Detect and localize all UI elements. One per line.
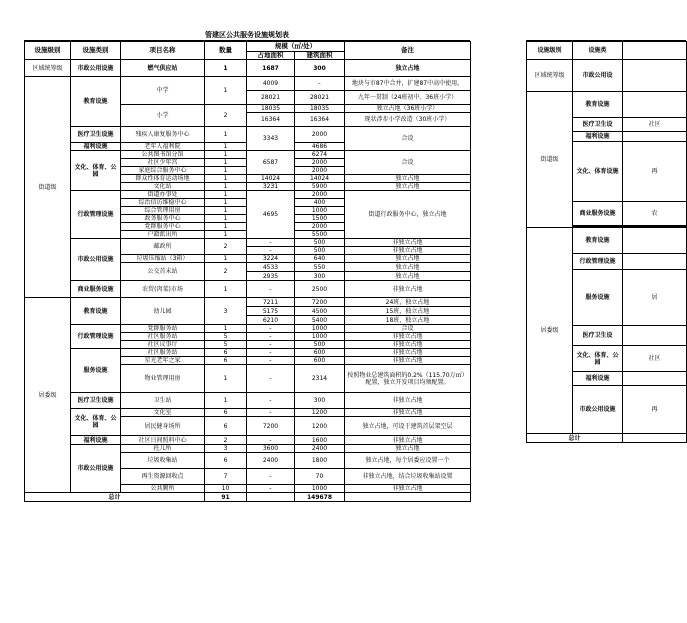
building-cell: 640 <box>295 255 345 263</box>
category-cell: 服务设施 <box>71 349 121 393</box>
category-cell: 文化、体育、公园 <box>71 409 121 436</box>
item-cell: 社区日间照料中心 <box>121 436 205 445</box>
land-cell: 28021 <box>247 91 295 105</box>
building-cell: 1000 <box>295 485 345 493</box>
note-cell: 合设 <box>345 151 471 175</box>
note-cell: 按照物业总建筑面积的0.2%（115.70万㎡）配置，独立开发项目均须配置。 <box>345 365 471 393</box>
secondary-fragment: 再 <box>623 386 687 434</box>
land-cell: - <box>247 409 295 417</box>
building-cell: 2000 <box>295 223 345 231</box>
building-cell: 2000 <box>295 191 345 199</box>
building-cell: 300 <box>295 393 345 409</box>
qty-cell: 1 <box>205 281 247 298</box>
note-cell: 非独立占地 <box>345 409 471 417</box>
secondary-cell <box>623 326 687 346</box>
item-cell: 文化站 <box>121 183 205 191</box>
secondary-table <box>526 41 687 443</box>
qty-cell: 1 <box>205 325 247 333</box>
building-cell: 2000 <box>295 159 345 167</box>
item-cell: 公共厕所 <box>121 485 205 493</box>
category-cell: 行政管理设施 <box>71 191 121 239</box>
building-cell: - <box>295 77 345 91</box>
item-cell: 残疾人康复服务中心 <box>121 127 205 143</box>
item-cell: 星光老年之家 <box>121 357 205 365</box>
land-cell: 2935 <box>247 272 295 281</box>
note-cell: 24班，独立占地 <box>345 298 471 307</box>
item-cell: 老年人福利院 <box>121 143 205 151</box>
qty-cell: 2 <box>205 105 247 127</box>
note-cell: 独立占地 <box>345 272 471 281</box>
category-cell: 商业服务设施 <box>71 281 121 298</box>
land-cell: 1687 <box>247 60 295 77</box>
secondary-cell <box>623 132 687 142</box>
item-cell: 社区服务站 <box>121 333 205 341</box>
qty-cell: 1 <box>205 175 247 183</box>
land-cell: - <box>247 281 295 298</box>
secondary-header-category: 设施类 <box>573 42 623 60</box>
secondary-category: 文化、体育设施 <box>573 142 623 202</box>
qty-cell: 1 <box>205 127 247 143</box>
qty-cell: 1 <box>205 159 247 167</box>
building-cell: 14024 <box>295 175 345 183</box>
secondary-category: 福利设施 <box>573 132 623 142</box>
item-cell: 燃气供应站 <box>121 60 205 77</box>
note-cell: 非独立占地 <box>345 281 471 298</box>
land-cell: 4009 <box>247 77 295 91</box>
secondary-fragment: 社区 <box>623 118 687 132</box>
qty-cell: 1 <box>205 223 247 231</box>
category-cell: 福利设施 <box>71 143 121 151</box>
note-cell: 非独立占地 <box>345 333 471 341</box>
item-cell: 小学 <box>121 105 205 127</box>
category-cell: 医疗卫生设施 <box>71 393 121 409</box>
header-quantity: 数量 <box>205 42 247 60</box>
qty-cell: 1 <box>205 393 247 409</box>
note-cell: 独立占地 <box>345 255 471 263</box>
total-land <box>247 493 295 502</box>
land-cell: - <box>247 357 295 365</box>
total-building: 149678 <box>295 493 345 502</box>
qty-cell: 2 <box>205 239 247 255</box>
land-cell: 2400 <box>247 453 295 469</box>
table-title: 管建区公共服务设施规划表 <box>24 30 470 41</box>
note-cell: 非独立占地 <box>345 485 471 493</box>
item-cell: 社区服务站 <box>121 349 205 357</box>
secondary-sheet <box>526 30 661 443</box>
note-cell: 非独立占地 <box>345 436 471 445</box>
secondary-fragment: 居 <box>623 270 687 326</box>
item-cell: 群众性体育运动场地 <box>121 175 205 183</box>
note-cell: 非独立占地 <box>345 393 471 409</box>
building-cell: 300 <box>295 272 345 281</box>
item-cell: 文化室 <box>121 409 205 417</box>
land-cell: 3343 <box>247 127 295 151</box>
building-cell: 70 <box>295 469 345 485</box>
item-cell: 再生资源回收点 <box>121 469 205 485</box>
building-cell: 2500 <box>295 281 345 298</box>
land-cell: - <box>247 365 295 393</box>
item-cell: 卫生站 <box>121 393 205 409</box>
land-cell: 6210 <box>247 316 295 325</box>
building-cell: 7200 <box>295 298 345 307</box>
building-cell: 600 <box>295 357 345 365</box>
land-cell: - <box>247 485 295 493</box>
qty-cell: 1 <box>205 365 247 393</box>
item-cell: 家庭综合服务中心 <box>121 167 205 175</box>
item-cell: 垃圾压缩站（3箱） <box>121 255 205 263</box>
building-cell: 4500 <box>295 307 345 316</box>
building-cell: 1500 <box>295 215 345 223</box>
item-cell: 社区议事厅 <box>121 341 205 349</box>
land-cell: - <box>247 349 295 357</box>
header-category: 设施类别 <box>71 42 121 60</box>
land-cell: 18035 <box>247 105 295 113</box>
main-sheet <box>24 30 470 502</box>
note-cell: 九年一贯制（24班初中、36班小学） <box>345 91 471 105</box>
qty-cell: 6 <box>205 417 247 436</box>
land-cell: 3600 <box>247 445 295 453</box>
note-cell: 非独立占地 <box>345 349 471 357</box>
building-cell: 2000 <box>295 127 345 143</box>
item-cell: 中学 <box>121 77 205 105</box>
secondary-category: 医疗卫生设 <box>573 326 623 346</box>
qty-cell: 5 <box>205 333 247 341</box>
item-cell: 政务服务中心 <box>121 215 205 223</box>
header-level: 设施级别 <box>25 42 71 60</box>
item-cell: 户籍派出所 <box>121 231 205 239</box>
note-cell: 非独立占地 <box>345 341 471 349</box>
item-cell: 综合管理用房 <box>121 207 205 215</box>
building-cell: 16364 <box>295 113 345 127</box>
secondary-header-level: 设施级别 <box>527 42 573 60</box>
building-cell: 1600 <box>295 436 345 445</box>
item-cell: 幼儿园 <box>121 298 205 325</box>
note-cell: 独立占地（36班小学） <box>345 105 471 113</box>
building-cell: 1000 <box>295 333 345 341</box>
land-cell: 7211 <box>247 298 295 307</box>
land-cell: - <box>247 247 295 255</box>
land-cell: - <box>247 469 295 485</box>
land-cell: - <box>247 325 295 333</box>
building-cell: 550 <box>295 263 345 272</box>
qty-cell: 3 <box>205 445 247 453</box>
secondary-cell <box>623 228 687 254</box>
building-cell: 28021 <box>295 91 345 105</box>
land-cell: 3231 <box>247 183 295 191</box>
note-cell: 独立占地 <box>345 445 471 453</box>
item-cell: 物业管理用房 <box>121 365 205 393</box>
land-cell: - <box>247 333 295 341</box>
secondary-cell <box>623 92 687 118</box>
qty-cell: 10 <box>205 485 247 493</box>
secondary-category: 医疗卫生设 <box>573 118 623 132</box>
item-cell: 公交首末站 <box>121 263 205 281</box>
qty-cell: 1 <box>205 77 247 105</box>
level-cell: 区域统筹级 <box>25 60 71 77</box>
header-note: 备注 <box>345 42 471 60</box>
qty-cell: 6 <box>205 453 247 469</box>
qty-cell: 1 <box>205 151 247 159</box>
qty-cell: 1 <box>205 191 247 199</box>
total-label: 总计 <box>25 493 205 502</box>
building-cell: 400 <box>295 199 345 207</box>
secondary-level: 区域统筹级 <box>527 60 573 92</box>
qty-cell: 1 <box>205 143 247 151</box>
land-cell: 3224 <box>247 255 295 263</box>
qty-cell: 1 <box>205 215 247 223</box>
building-cell: 6274 <box>295 151 345 159</box>
secondary-category: 市政公用设施 <box>573 386 623 434</box>
category-cell: 文化、体育、公园 <box>71 151 121 191</box>
item-cell: 居民健身场所 <box>121 417 205 436</box>
land-cell: 4533 <box>247 263 295 272</box>
note-cell: 18班，独立占地 <box>345 316 471 325</box>
building-cell: 500 <box>295 239 345 247</box>
qty-cell: 1 <box>205 207 247 215</box>
secondary-fragment: 社区 <box>623 346 687 372</box>
land-cell: 14024 <box>247 175 295 183</box>
category-cell: 教育设施 <box>71 77 121 127</box>
building-cell: 5900 <box>295 183 345 191</box>
note-cell: 地块与市87中合并，扩建87中高中使用。 <box>345 77 471 91</box>
land-cell: 4695 <box>247 191 295 239</box>
qty-cell: 3 <box>205 298 247 325</box>
land-cell: 16364 <box>247 113 295 127</box>
category-cell: 教育设施 <box>71 298 121 325</box>
secondary-level: 街道级 <box>527 92 573 228</box>
category-cell: 市政公用设施 <box>71 445 121 493</box>
note-cell: 独立占地，可设于建筑首层架空层 <box>345 417 471 436</box>
item-cell: 农贸(肉菜)市场 <box>121 281 205 298</box>
facilities-table <box>24 41 471 502</box>
secondary-category: 市政公用设 <box>573 60 623 92</box>
secondary-cell <box>623 372 687 386</box>
secondary-cell <box>623 434 687 443</box>
note-cell: 合设 <box>345 127 471 151</box>
secondary-category: 教育设施 <box>573 228 623 254</box>
secondary-cell <box>623 60 687 92</box>
secondary-category: 行政管理设施 <box>573 254 623 270</box>
building-cell: 4686 <box>295 143 345 151</box>
secondary-category: 教育设施 <box>573 92 623 118</box>
qty-cell: 1 <box>205 60 247 77</box>
note-cell: 独立占地 <box>345 183 471 191</box>
item-cell: 党群服务站 <box>121 325 205 333</box>
building-cell: 2400 <box>295 445 345 453</box>
building-cell: 600 <box>295 349 345 357</box>
secondary-title <box>526 30 686 41</box>
qty-cell: 6 <box>205 349 247 357</box>
secondary-category: 文化、体育、公园 <box>573 346 623 372</box>
category-cell: 市政公用设施 <box>71 60 121 77</box>
category-cell: 行政管理设施 <box>71 325 121 349</box>
qty-cell: 6 <box>205 357 247 365</box>
land-cell: - <box>247 393 295 409</box>
secondary-total-label: 总计 <box>527 434 623 443</box>
note-cell: 街道行政服务中心，独立占地 <box>345 191 471 239</box>
note-cell: 非独立占地，结合垃圾收集站设置 <box>345 469 471 485</box>
item-cell: 托儿所 <box>121 445 205 453</box>
item-cell: 综治信访维稳中心 <box>121 199 205 207</box>
building-cell: 2314 <box>295 365 345 393</box>
qty-cell: 1 <box>205 199 247 207</box>
secondary-cell <box>623 254 687 270</box>
note-cell: 现状涉步小学改造（30班小学） <box>345 113 471 127</box>
note-cell: 独立占地 <box>345 60 471 77</box>
level-cell: 居委级 <box>25 298 71 493</box>
qty-cell: 1 <box>205 231 247 239</box>
building-cell: 300 <box>295 60 345 77</box>
item-cell: 垃圾收集站 <box>121 453 205 469</box>
building-cell: 500 <box>295 341 345 349</box>
land-cell: 6587 <box>247 151 295 175</box>
secondary-fragment: 再 <box>623 142 687 202</box>
note-cell: 独立占地 <box>345 175 471 183</box>
note-cell: 非独立占地 <box>345 357 471 365</box>
qty-cell: 2 <box>205 436 247 445</box>
building-cell: 1200 <box>295 409 345 417</box>
land-cell: 7200 <box>247 417 295 436</box>
building-cell: 18035 <box>295 105 345 113</box>
building-cell: 1000 <box>295 207 345 215</box>
item-cell: 公共图书馆分馆 <box>121 151 205 159</box>
building-cell: 5500 <box>295 231 345 239</box>
note-cell: 非独立占地 <box>345 247 471 255</box>
header-land: 占地面积 <box>247 52 295 60</box>
secondary-fragment: 农 <box>623 202 687 226</box>
qty-cell: 1 <box>205 183 247 191</box>
note-cell: 非独立占地 <box>345 239 471 247</box>
building-cell: 500 <box>295 247 345 255</box>
note-cell: 15班，独立占地 <box>345 307 471 316</box>
qty-cell: 1 <box>205 255 247 263</box>
category-cell: 医疗卫生设施 <box>71 127 121 143</box>
secondary-category: 福利设施 <box>573 372 623 386</box>
building-cell: 5400 <box>295 316 345 325</box>
qty-cell: 6 <box>205 409 247 417</box>
building-cell: 1800 <box>295 453 345 469</box>
building-cell: 1000 <box>295 325 345 333</box>
total-note <box>345 493 471 502</box>
secondary-cell <box>623 42 687 60</box>
qty-cell: 7 <box>205 469 247 485</box>
header-scale: 规模（㎡/处） <box>247 42 345 52</box>
land-cell: - <box>247 341 295 349</box>
note-cell: 合设 <box>345 325 471 333</box>
total-qty: 91 <box>205 493 247 502</box>
qty-cell: 5 <box>205 341 247 349</box>
qty-cell: 2 <box>205 263 247 281</box>
building-cell: 1200 <box>295 417 345 436</box>
item-cell: 社区少年宫 <box>121 159 205 167</box>
category-cell: 福利设施 <box>71 436 121 445</box>
qty-cell: 1 <box>205 167 247 175</box>
building-cell: 2000 <box>295 167 345 175</box>
land-cell: - <box>247 436 295 445</box>
header-item: 项目名称 <box>121 42 205 60</box>
note-cell: 独立占地，每个居委应设置一个 <box>345 453 471 469</box>
secondary-level: 居委级 <box>527 228 573 434</box>
header-building: 建筑面积 <box>295 52 345 60</box>
category-cell: 市政公用设施 <box>71 239 121 281</box>
land-cell: 5175 <box>247 307 295 316</box>
item-cell: 街道办事处 <box>121 191 205 199</box>
item-cell: 党群服务中心 <box>121 223 205 231</box>
land-cell: - <box>247 239 295 247</box>
secondary-category: 服务设施 <box>573 270 623 326</box>
secondary-category: 商业服务设施 <box>573 202 623 226</box>
level-cell: 街道级 <box>25 77 71 298</box>
item-cell: 邮政所 <box>121 239 205 255</box>
note-cell: 独立占地 <box>345 263 471 272</box>
